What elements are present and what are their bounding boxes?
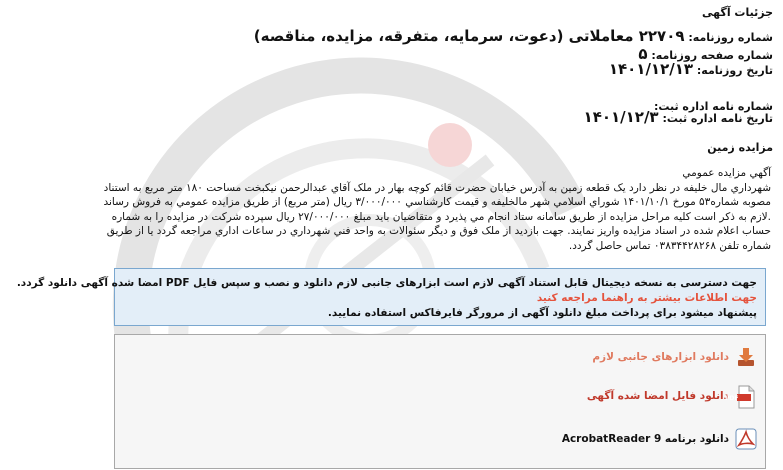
ad-body [11, 166, 771, 253]
download-signed-pdf-link[interactable] [587, 384, 757, 408]
acrobat-icon [735, 428, 757, 450]
reg-letter-date-row [584, 108, 773, 126]
svg-text:PDF: PDF [725, 395, 739, 402]
ad-body-line: .لازم به ذکر است کليه مراحل مزايده از طريق سامانه ستاد انجام مي پذيرد و متقاضيان بايد مبلغ ۲۷/۰۰۰/۰۰۰ ريال سپرده شرکت در مزايده را به شماره [111, 210, 771, 223]
download-signed-pdf-label: دانلود فایل امضا شده آگهی [586, 390, 729, 402]
ad-body-line: شهرداري مال خليفه در نظر دارد يک قطعه زمين به آدرس خيابان حضرت قائم کوچه بهار در ملک آقاي عبدالرحمن نيکبخت مساحت ۱۸۰ متر مربع به استناد [103, 181, 771, 194]
paper-number-value: ۲۲۷۰۹ معاملاتی (دعوت، سرمایه، متفرقه، مزایده، مناقصه) [253, 27, 685, 45]
download-tools-label: دانلود ابزارهای جانبی لازم [592, 351, 729, 363]
download-acrobat-label: دانلود برنامه AcrobatReader 9 [561, 433, 729, 445]
reg-letter-number-label: شماره نامه اداره ثبت: [653, 100, 773, 113]
paper-number-label: شماره روزنامه: [688, 31, 773, 44]
ad-body-line: شماره تلفن ۰۳۸۳۴۴۲۸۲۶۸ تماس حاصل گردد. [568, 239, 771, 252]
page-number-label: شماره صفحه روزنامه: [651, 49, 773, 62]
download-tools-link[interactable] [592, 345, 757, 369]
notice-line-instructions: جهت دسترسی به نسخه دیجیتال قابل استناد آگهی لازم است ابزارهای جانبی لازم دانلود و نصب و سپس فایل PDF امضا شده آگهی دانلود گردد. [16, 277, 757, 289]
paper-date-value: ۱۴۰۱/۱۲/۱۳ [608, 60, 694, 78]
notice-line-firefox: پیشنهاد میشود برای پرداخت مبلغ دانلود آگهی از مرورگر فایرفاکس استفاده نمایید. [327, 307, 757, 319]
downloads-panel [114, 334, 766, 469]
download-arrow-icon [735, 346, 757, 368]
ad-body-line: مصوبه شماره۵۳ مورخ ۱۴۰۱/۱۰/۱ شوراي اسلامي شهر مالخليفه و قيمت کارشناسي ۳/۰۰۰/۰۰۰ ريال (متر مربع) از طريق مزايده عمومي به فروش رساند [103, 196, 771, 208]
ad-heading: مزایده زمین [707, 141, 773, 154]
download-notice-box [16, 268, 766, 326]
reg-letter-date-value: ۱۴۰۱/۱۲/۳ [583, 108, 659, 126]
paper-date-row [609, 60, 773, 78]
pdf-file-icon [725, 385, 757, 407]
ad-body-line: حساب اعلام شده در اسناد مزايده واريز نمايند. جهت بازديد از ملک فوق و ديگر سئوالات به واحد فني شهرداري در ساعات اداري مراجعه گردد يا از طريق [106, 225, 771, 237]
reg-letter-date-label: تاریخ نامه اداره ثبت: [662, 112, 773, 125]
page-number-value: ۵ [638, 45, 648, 63]
paper-date-label: تاریخ روزنامه: [696, 64, 773, 77]
paper-number-row [254, 27, 773, 45]
download-acrobat-link[interactable] [562, 427, 757, 451]
help-guide-link[interactable]: جهت اطلاعات بیشتر به راهنما مراجعه کنید [536, 292, 757, 304]
ad-body-line: آگهي مزايده عمومي [682, 167, 771, 179]
page-title: جزئیات آگهی [702, 6, 773, 19]
